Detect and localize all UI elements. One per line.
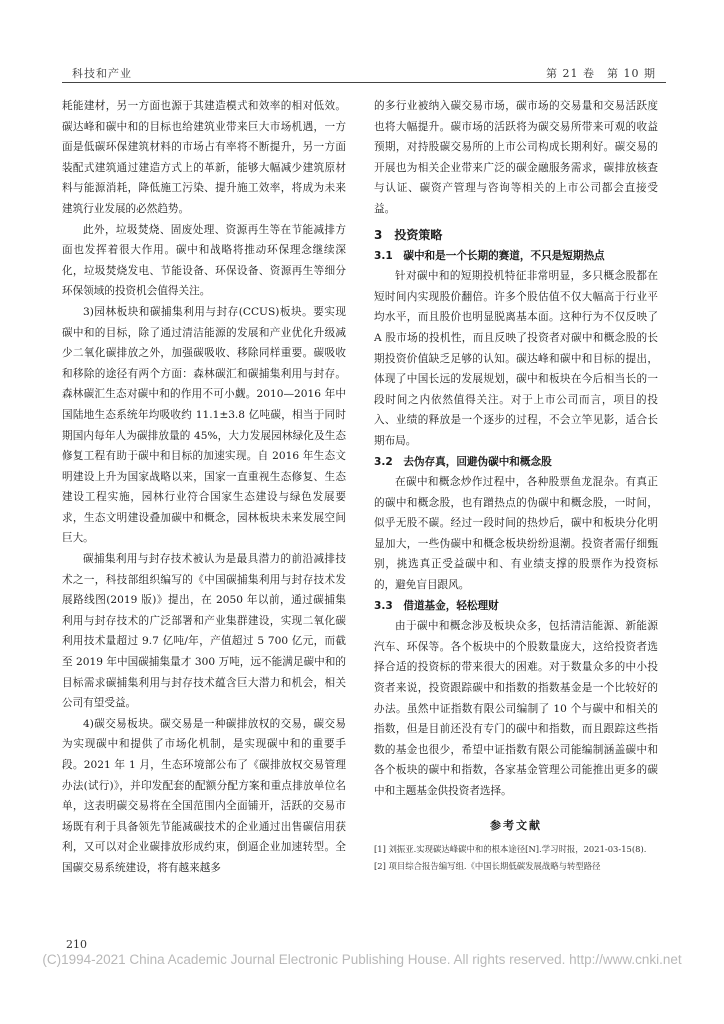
- body-paragraph: 碳捕集利用与封存技术被认为是最具潜力的前沿减排技术之一，科技部组织编写的《中国碳捕集利用与封存技术发展路线图(2019 版)》提出，在 2050 年以前，通过碳捕集利用与封存技术的广泛部署和产业集群建设，实现二氧化碳利用技术量超过 9.7 亿吨/年，产值超过 5 700 亿元，而截至 2019 年中国碳捕集量才 300 万吨，远不能满足碳中和的目标需求碳捕集利用与封存技术蕴含巨大潜力和机会，相关公司有望受益。: [62, 553, 346, 710]
- volume-issue: 第 21 卷 第 10 期: [546, 67, 656, 80]
- body-paragraph: 此外，垃圾焚烧、固废处理、资源再生等在节能减排方面也发挥着很大作用。碳中和战略将推动环保理念继续深化，垃圾焚烧发电、节能设备、环保设备、资源再生等细分环保领域的投资机会值得关注。: [62, 223, 346, 298]
- journal-name: 科技和产业: [72, 67, 132, 80]
- page-number: 210: [66, 938, 87, 951]
- right-column: [374, 96, 658, 876]
- body-paragraph: 针对碳中和的短期投机特征非常明显，多只概念股都在短时间内实现股价翻倍。许多个股估值不仅大幅高于行业平均水平，而且股价也明显脱离基本面。这种行为不仅反映了 A 股市场的投机性，而且反映了投资者对碳中和概念股的长期投资价值缺乏足够的认知。碳达峰和碳中和目标的提出，体现了中国长远的发展规划，碳中和板块在今后相当长的一段时间之内依然值得关注。对于上市公司而言，项目的投入、业绩的释放是一个逐步的过程，不会立竿见影，适合长期布局。: [374, 270, 658, 447]
- references-heading: 参考文献: [490, 818, 542, 832]
- body-paragraph: 耗能建材，另一方面也源于其建造模式和效率的相对低效。碳达峰和碳中和的目标也给建筑业带来巨大市场机遇，一方面是低碳环保建筑材料的市场占有率将不断提升，另一方面装配式建筑通过建造方式上的革新，能够大幅减少建筑原材料与能源消耗，降低施工污染、提升施工效率，将成为未来建筑行业发展的必然趋势。: [62, 100, 346, 215]
- body-paragraph: 3)园林板块和碳捕集利用与封存(CCUS)板块。要实现碳中和的目标，除了通过清洁能源的发展和产业优化升级减少二氧化碳排放之外，加强碳吸收、移除同样重要。碳吸收和移除的途径有两个方面：森林碳汇和碳捕集利用与封存。森林碳汇生态对碳中和的作用不可小觑。2010—2016 年中国陆地生态系统年均吸收约 11.1±3.8 亿吨碳，相当于同时期国内每年人为碳排放量的 45%，大力发展园林绿化及生态修复工程有助于碳中和目标的加速实现。自 2016 年生态文明建设上升为国家战略以来，国家一直重视生态修复、生态建设工程实施，园林行业符合国家生态建设与绿色发展要求，生态文明建设叠加碳中和概念，园林板块未来发展空间巨大。: [62, 305, 346, 545]
- subsection-heading: 3.3 借道基金，轻松理财: [374, 599, 499, 612]
- body-paragraph: 由于碳中和概念涉及板块众多，包括清洁能源、新能源汽车、环保等。各个板块中的个股数量庞大，这给投资者选择合适的投资标的带来很大的困难。对于数量众多的中小投资者来说，投资跟踪碳中和指数的指数基金是一个比较好的办法。虽然中证指数有限公司编制了 10 个与碳中和相关的指数，但是目前还没有专门的碳中和指数，而且跟踪这些指数的基金也很少，希望中证指数有限公司能编制涵盖碳中和各个板块的碳中和指数，各家基金管理公司能推出更多的碳中和主题基金供投资者选择。: [374, 620, 658, 797]
- header-rule: [62, 82, 666, 83]
- subsection-heading: 3.2 去伪存真，回避伪碳中和概念股: [374, 455, 552, 468]
- body-paragraph: 在碳中和概念炒作过程中，各种股票鱼龙混杂。有真正的碳中和概念股，也有蹭热点的伪碳中和概念股，一时间，似乎无股不碳。经过一段时间的热炒后，碳中和板块分化明显加大，一些伪碳中和概念板块纷纷退潮。投资者需仔细甄别，挑选真正受益碳中和、有业绩支撑的股票作为投资标的，避免盲目跟风。: [374, 476, 658, 592]
- section-heading: 3 投资策略: [374, 227, 443, 242]
- copyright-footer: (C)1994-2021 China Academic Journal Electronic Publishing House. All rights reserved. http://www.cnki.net: [42, 952, 682, 967]
- subsection-heading: 3.1 碳中和是一个长期的赛道，不只是短期热点: [374, 249, 605, 262]
- left-column: [62, 96, 346, 879]
- running-header: [0, 0, 724, 80]
- body-paragraph: 4)碳交易板块。碳交易是一种碳排放权的交易，碳交易为实现碳中和提供了市场化机制，是实现碳中和的重要手段。2021 年 1 月，生态环境部公布了《碳排放权交易管理办法(试行)》，并印发配套的配额分配方案和重点排放单位名单，这表明碳交易将在全国范围内全面铺开，活跃的交易市场既有利于具备领先节能减碳技术的企业通过出售碳信用获利，又可以对企业碳排放形成约束，倒逼企业加速转型。全国碳交易系统建设，将有越来越多: [62, 717, 346, 874]
- reference-item: [1] 刘振亚.实现碳达峰碳中和的根本途径[N].学习时报，2021-03-15(8).: [374, 844, 647, 855]
- reference-item: [2] 项目综合报告编写组.《中国长期低碳发展战略与转型路径: [374, 861, 601, 872]
- body-paragraph: 的多行业被纳入碳交易市场，碳市场的交易量和交易活跃度也将大幅提升。碳市场的活跃将为碳交易所带来可观的收益预期，对持股碳交易所的上市公司构成长期利好。碳交易的开展也为相关企业带来广泛的碳金融服务需求，碳排放核查与认证、碳资产管理与咨询等相关的上市公司都会直接受益。: [374, 100, 658, 215]
